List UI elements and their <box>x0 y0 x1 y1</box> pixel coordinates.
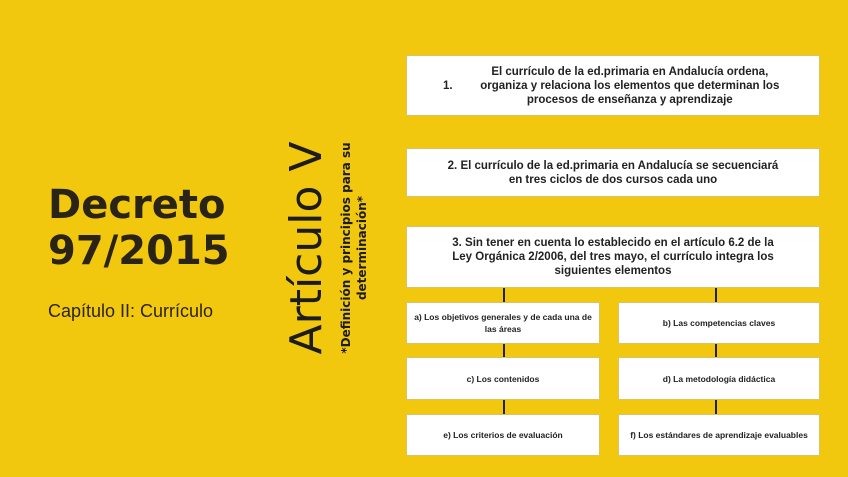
decree-title-line2: 97/2015 <box>48 228 230 274</box>
element-e-box: e) Los criterios de evaluación <box>406 414 600 456</box>
element-a-box: a) Los objetivos generales y de cada una de las áreas <box>406 302 600 344</box>
point-3-box: 3. Sin tener en cuenta lo establecido en el artículo 6.2 de la Ley Orgánica 2/2006, del tres mayo, el currículo integra los siguientes elementos <box>406 226 820 288</box>
point-1-number: 1. <box>443 79 453 92</box>
connector-line <box>715 400 717 414</box>
connector-line <box>503 400 505 414</box>
connector-line <box>715 288 717 302</box>
point-2-box: 2. El currículo de la ed.primaria en Andalucía se secuenciará en tres ciclos de dos cursos cada uno <box>406 148 820 197</box>
point-1-text: El currículo de la ed.primaria en Andalucía ordena, organiza y relaciona los elementos que determinan los procesos de enseñanza y aprendizaje <box>480 65 780 106</box>
element-d-box: d) La metodología didáctica <box>618 357 820 400</box>
point-1-box <box>406 55 820 116</box>
element-f-box: f) Los estándares de aprendizaje evaluables <box>618 414 820 456</box>
chapter-subtitle: Capítulo II: Currículo <box>48 301 214 321</box>
definicion-subheading: *Definición y principios para su determinación* <box>339 142 369 354</box>
element-b-box: b) Las competencias claves <box>618 302 820 344</box>
articulo-heading: Artículo V <box>281 141 332 355</box>
decree-title <box>48 182 278 274</box>
decree-title-line1: Decreto <box>48 182 226 228</box>
element-c-box: c) Los contenidos <box>406 357 600 400</box>
connector-line <box>503 288 505 302</box>
connector-line <box>715 344 717 357</box>
connector-line <box>503 344 505 357</box>
